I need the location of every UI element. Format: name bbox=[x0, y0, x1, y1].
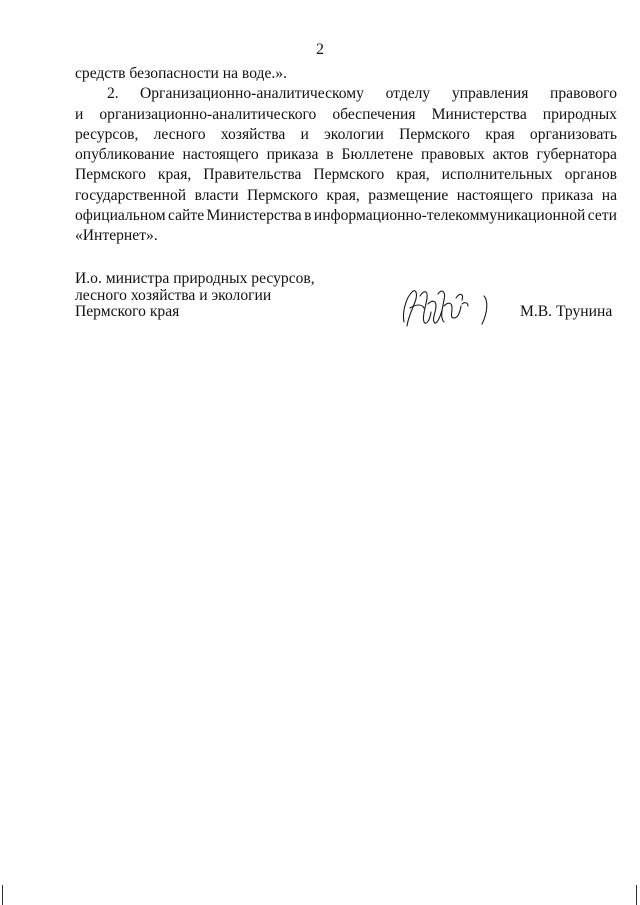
word: сайте bbox=[168, 207, 205, 225]
word: Министерства bbox=[431, 105, 527, 123]
handwritten-signature bbox=[398, 282, 494, 332]
word: Пермского bbox=[399, 125, 470, 143]
word: края, bbox=[326, 186, 360, 204]
word: в bbox=[326, 146, 334, 164]
word: информационно-телекоммуникационной bbox=[313, 207, 586, 225]
word: края bbox=[485, 125, 515, 143]
word: природных bbox=[542, 105, 617, 123]
page-number: 2 bbox=[316, 41, 324, 58]
paragraph-2-line-3 bbox=[75, 125, 617, 145]
word: организационно-аналитического bbox=[99, 105, 317, 123]
paragraph-2-line-8: «Интернет». bbox=[75, 227, 158, 245]
word: правовых bbox=[421, 146, 485, 164]
word: и bbox=[300, 125, 309, 143]
word: Пермского bbox=[75, 166, 146, 184]
word: на bbox=[601, 186, 617, 204]
word: Министерства bbox=[206, 207, 302, 225]
page-edge-mark-left bbox=[2, 885, 3, 905]
word: органов bbox=[564, 166, 617, 184]
paragraph-2-number: 2. Организационно-аналитическому bbox=[107, 85, 364, 103]
word: приказа bbox=[541, 186, 594, 204]
word: государственной bbox=[75, 186, 187, 204]
word: настоящего bbox=[456, 186, 533, 204]
word: и bbox=[75, 105, 84, 123]
word: Пермского bbox=[313, 166, 385, 184]
paragraph-2-line-4 bbox=[75, 145, 617, 165]
word: ресурсов, bbox=[75, 125, 139, 143]
word: размещение bbox=[368, 186, 449, 204]
paragraph-2-line-1 bbox=[75, 84, 617, 104]
signer-name: М.В. Трунина bbox=[520, 303, 613, 320]
word: правового bbox=[550, 85, 617, 103]
paragraph-2-line-6 bbox=[75, 186, 617, 206]
word: сети bbox=[587, 207, 617, 225]
document-body bbox=[75, 64, 617, 247]
word: организовать bbox=[529, 125, 617, 143]
word: экологии bbox=[324, 125, 384, 143]
word: Правительства bbox=[203, 166, 302, 184]
word: Пермского bbox=[247, 186, 318, 204]
word: официальном bbox=[75, 207, 166, 225]
signatory-title bbox=[75, 271, 315, 321]
word: управления bbox=[451, 85, 529, 103]
word: отделу bbox=[385, 85, 431, 103]
word: хозяйства bbox=[220, 125, 286, 143]
word: обеспечения bbox=[332, 105, 416, 123]
word: приказа bbox=[266, 146, 319, 164]
signatory-title-line-1: И.о. министра природных ресурсов, bbox=[75, 270, 315, 287]
word: актов bbox=[492, 146, 529, 164]
word: Бюллетене bbox=[341, 146, 414, 164]
paragraph-2-line-7 bbox=[75, 206, 617, 226]
word: лесного bbox=[153, 125, 206, 143]
word: настоящего bbox=[182, 146, 259, 164]
word: края, bbox=[396, 166, 430, 184]
word: края, bbox=[157, 166, 192, 184]
paragraph-2-line-2 bbox=[75, 105, 617, 125]
word: опубликование bbox=[75, 146, 175, 164]
page-edge-mark-right bbox=[636, 885, 637, 905]
word: исполнительных bbox=[441, 166, 553, 184]
word: в bbox=[304, 207, 312, 225]
paragraph-2-line-5 bbox=[75, 165, 617, 185]
word: власти bbox=[194, 186, 239, 204]
paragraph-1-ending: средств безопасности на воде.». bbox=[75, 65, 287, 82]
word: губернатора bbox=[536, 146, 617, 164]
signatory-title-line-2: лесного хозяйства и экологии bbox=[75, 286, 272, 304]
signatory-title-line-3: Пермского края bbox=[75, 303, 180, 320]
